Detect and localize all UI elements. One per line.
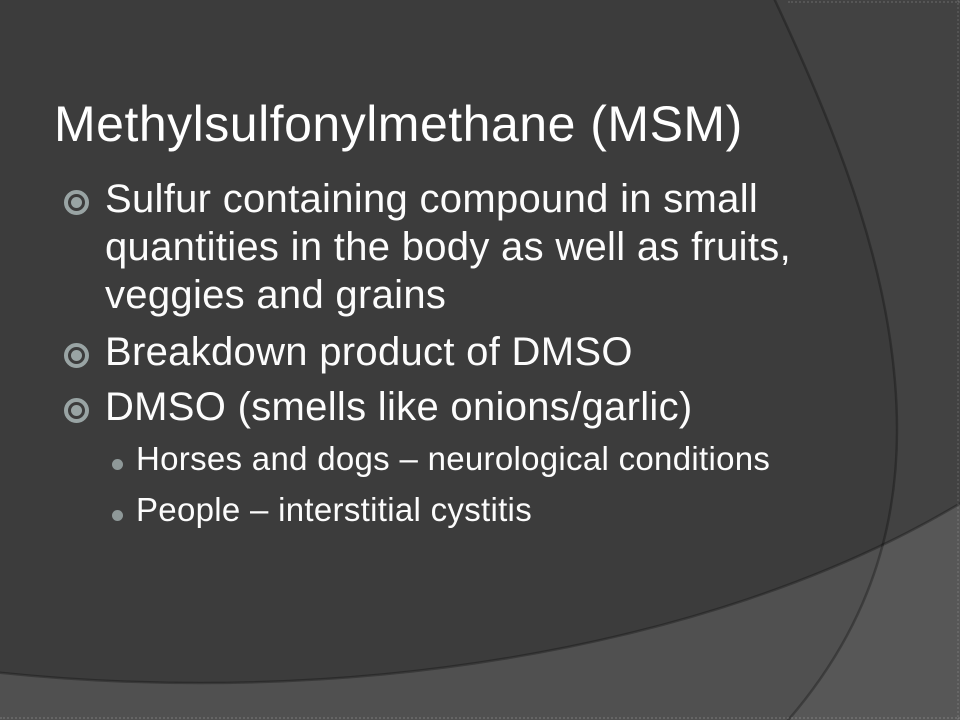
bullet-line: Sulfur containing compound in small xyxy=(105,177,759,221)
bullet-line: veggies and grains xyxy=(105,273,447,317)
bullet-text xyxy=(60,175,850,319)
bullet-line: quantities in the body as well as fruits, xyxy=(105,225,791,269)
dot-bullet-icon xyxy=(112,510,123,521)
target-bullet-icon xyxy=(64,398,89,423)
bullet-line: Horses and dogs – neurological conditions xyxy=(136,440,771,477)
dot-bullet-icon xyxy=(112,459,123,470)
bullet-item xyxy=(60,383,850,431)
sub-bullet-item xyxy=(100,439,880,479)
target-bullet-icon xyxy=(64,190,89,215)
bullet-line: DMSO (smells like onions/garlic) xyxy=(105,385,693,429)
bullet-line: Breakdown product of DMSO xyxy=(105,330,633,374)
bullet-text xyxy=(60,383,850,431)
bullet-item xyxy=(60,328,850,376)
slide-title: Methylsulfonylmethane (MSM) xyxy=(54,95,743,152)
bullet-line: People – interstitial cystitis xyxy=(136,491,532,528)
bullet-text xyxy=(60,328,850,376)
target-bullet-icon xyxy=(64,343,89,368)
sub-bullet-text xyxy=(100,490,880,530)
bullet-item xyxy=(60,175,850,319)
sub-bullet-text xyxy=(100,439,880,479)
sub-bullet-item xyxy=(100,490,880,530)
